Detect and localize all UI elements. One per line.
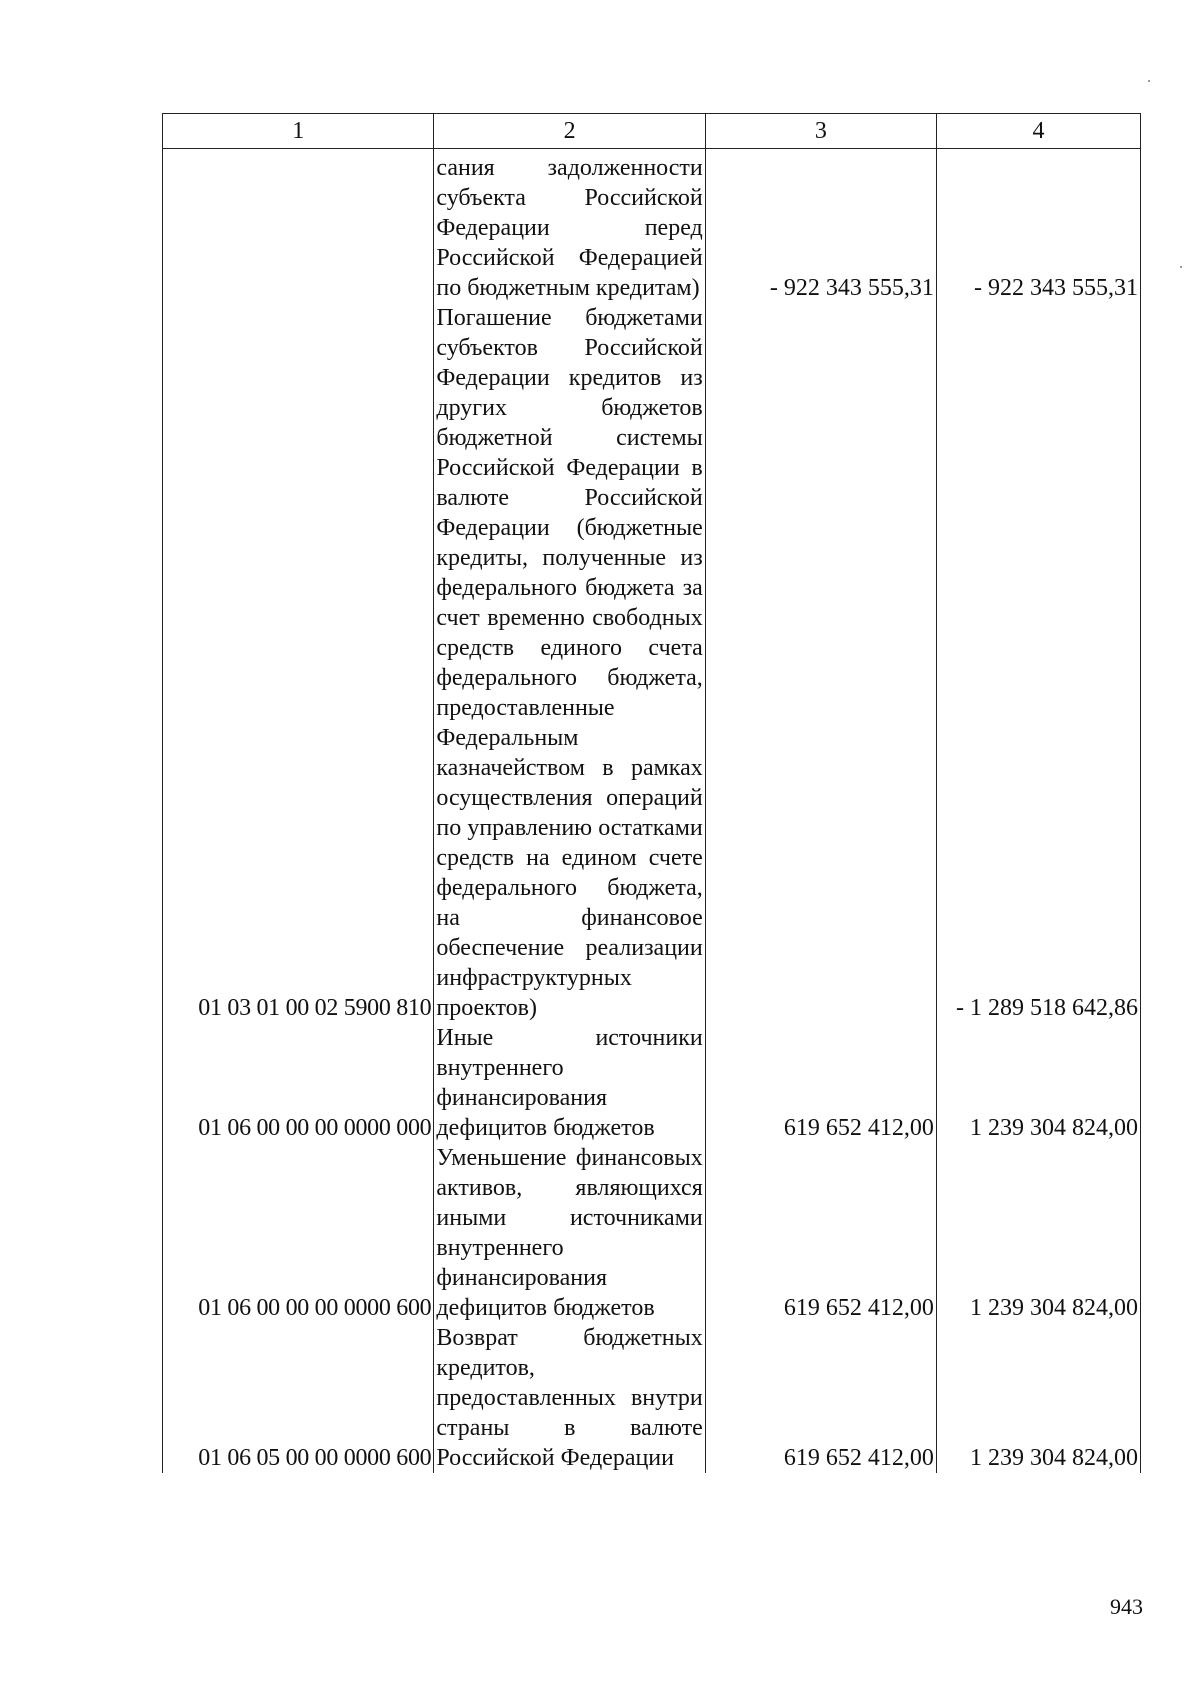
description-cell: Возврат бюджетных кредитов, предоставленных внутри страны в валюте Российской Федерации — [434, 1323, 705, 1473]
amount-col4-cell: 1 239 304 824,00 — [936, 1023, 1140, 1143]
budget-code-cell: 01 06 00 00 00 0000 600 — [163, 1143, 434, 1323]
amount-col4-cell: 1 239 304 824,00 — [936, 1143, 1140, 1323]
table-row — [163, 149, 1141, 304]
amount-col3-cell: 619 652 412,00 — [705, 1323, 936, 1473]
page-number: 943 — [1110, 1594, 1143, 1619]
scan-speck — [1148, 80, 1150, 82]
table-row — [163, 1023, 1141, 1143]
amount-col4-cell: - 1 289 518 642,86 — [936, 303, 1140, 1023]
column-header-3: 3 — [705, 114, 936, 149]
description-cell: сания задолженности субъекта Российской Федерации перед Российской Федерацией по бюджетным кредитам) — [434, 149, 705, 304]
description-cell: Погашение бюджетами субъектов Российской Федерации кредитов из других бюджетов бюджетной системы Российской Федерации в валюте Российской Федерации (бюджетные кредиты, полученные из федерального бюджета за счет временно свободных средств единого счета федерального бюджета, предоставленные Федеральным казначейством в рамках осуществления операций по управлению остатками средств на едином счете федерального бюджета, на финансовое обеспечение реализации инфраструктурных проектов) — [434, 303, 705, 1023]
amount-col3-cell — [705, 303, 936, 1023]
header-row — [163, 114, 1141, 149]
amount-col3-cell: 619 652 412,00 — [705, 1143, 936, 1323]
budget-code-cell: 01 06 05 00 00 0000 600 — [163, 1323, 434, 1473]
column-header-4: 4 — [936, 114, 1140, 149]
budget-code-cell: 01 06 00 00 00 0000 000 — [163, 1023, 434, 1143]
budget-code-cell: 01 03 01 00 02 5900 810 — [163, 303, 434, 1023]
amount-col4-cell: - 922 343 555,31 — [936, 149, 1140, 304]
table-row — [163, 1143, 1141, 1323]
amount-col4-cell: 1 239 304 824,00 — [936, 1323, 1140, 1473]
description-cell: Уменьшение финансовых активов, являющихся иными источниками внутреннего финансирования дефицитов бюджетов — [434, 1143, 705, 1323]
budget-code-cell — [163, 149, 434, 304]
table-row — [163, 1323, 1141, 1473]
column-header-1: 1 — [163, 114, 434, 149]
amount-col3-cell: - 922 343 555,31 — [705, 149, 936, 304]
table-row — [163, 303, 1141, 1023]
description-cell: Иные источники внутреннего финансирования дефицитов бюджетов — [434, 1023, 705, 1143]
sources-financing-table — [162, 113, 1141, 1473]
scan-speck — [1180, 266, 1182, 268]
amount-col3-cell: 619 652 412,00 — [705, 1023, 936, 1143]
column-header-2: 2 — [434, 114, 705, 149]
